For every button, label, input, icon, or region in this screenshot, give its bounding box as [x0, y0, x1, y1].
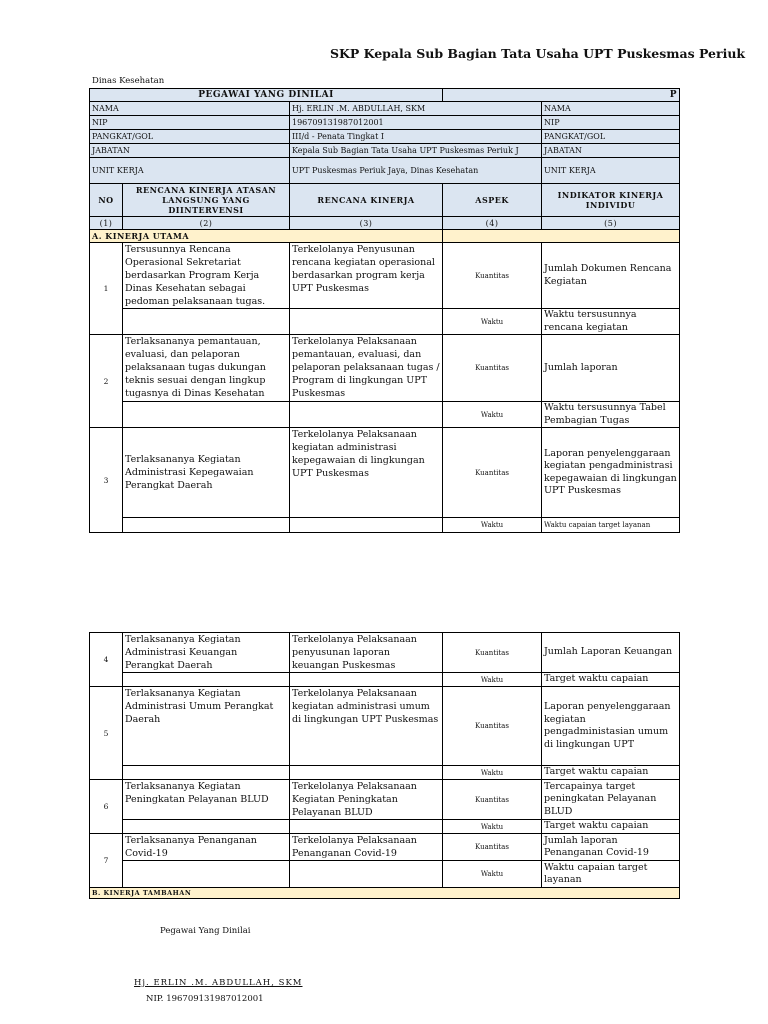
- row-number: 7: [90, 834, 123, 888]
- info-label-right-nama: NAMA: [542, 102, 680, 116]
- indikator-cell: Target waktu capaian: [542, 673, 680, 687]
- rencana-kinerja-cell: Terkelolanya Pelaksanaan kegiatan administrasi umum di lingkungan UPT Puskesmas: [290, 687, 443, 766]
- info-label-right-nip: NIP: [542, 116, 680, 130]
- rencana-kinerja-cell: Terkelolanya Pelaksanaan Penanganan Covid-19: [290, 834, 443, 861]
- table-row: [90, 335, 680, 402]
- aspek-cell: Kuantitas: [443, 428, 542, 518]
- table-row: [90, 687, 680, 766]
- rencana-kinerja-cell: Terkelolanya Pelaksanaan Kegiatan Peningkatan Pelayanan BLUD: [290, 780, 443, 820]
- info-value-jabatan: Kepala Sub Bagian Tata Usaha UPT Puskesmas Periuk J: [290, 144, 542, 158]
- aspek-cell: Waktu: [443, 309, 542, 335]
- rencana-kinerja-cell: Terkelolanya Penyusunan rencana kegiatan operasional berdasarkan program kerja UPT Puskesmas: [290, 243, 443, 309]
- info-label-pangkat: PANGKAT/GOL: [90, 130, 290, 144]
- aspek-cell: Waktu: [443, 518, 542, 533]
- aspek-cell: Kuantitas: [443, 633, 542, 673]
- signature-caption: Pegawai Yang Dinilai: [160, 926, 251, 936]
- aspek-cell: Kuantitas: [443, 834, 542, 861]
- indikator-cell: Target waktu capaian: [542, 766, 680, 780]
- aspek-cell: Kuantitas: [443, 687, 542, 766]
- info-label-jabatan: JABATAN: [90, 144, 290, 158]
- info-value-nip: 196709131987012001: [290, 116, 542, 130]
- table-row: [90, 780, 680, 820]
- rencana-atasan-cell: Terlaksananya Kegiatan Administrasi Kepegawaian Perangkat Daerah: [123, 428, 290, 518]
- rencana-atasan-cell: Terlaksananya Kegiatan Peningkatan Pelayanan BLUD: [123, 780, 290, 820]
- col-header-rencana-atasan: RENCANA KINERJA ATASAN LANGSUNG YANG DIINTERVENSI: [123, 184, 290, 217]
- aspek-cell: Waktu: [443, 402, 542, 428]
- aspek-cell: Waktu: [443, 766, 542, 780]
- col-number: (5): [542, 217, 680, 230]
- aspek-cell: Waktu: [443, 673, 542, 687]
- info-value-nama: Hj. ERLIN .M. ABDULLAH, SKM: [290, 102, 542, 116]
- col-number: (4): [443, 217, 542, 230]
- rencana-atasan-cell: Terlaksananya pemantauan, evaluasi, dan pelaporan pelaksanaan tugas dukungan teknis sesuai dengan lingkup tugasnya di Dinas Kesehatan: [123, 335, 290, 402]
- table-row: [90, 633, 680, 673]
- aspek-cell: Waktu: [443, 820, 542, 834]
- rencana-kinerja-cell: Terkelolanya Pelaksanaan pemantauan, evaluasi, dan pelaporan pelaksanaan tugas / Program di lingkungan UPT Puskesmas: [290, 335, 443, 402]
- skp-table-page1: [89, 88, 680, 533]
- col-header-no: NO: [90, 184, 123, 217]
- section-a-label: A. KINERJA UTAMA: [90, 230, 443, 243]
- col-header-aspek: ASPEK: [443, 184, 542, 217]
- info-label-right-jabatan: JABATAN: [542, 144, 680, 158]
- rencana-atasan-cell: Tersusunnya Rencana Operasional Sekretariat berdasarkan Program Kerja Dinas Kesehatan sebagai pedoman pelaksanaan tugas.: [123, 243, 290, 309]
- table-row: [90, 428, 680, 518]
- aspek-cell: Kuantitas: [443, 335, 542, 402]
- rencana-kinerja-cell: Terkelolanya Pelaksanaan kegiatan administrasi kepegawaian di lingkungan UPT Puskesmas: [290, 428, 443, 518]
- info-value-unit: UPT Puskesmas Periuk Jaya, Dinas Kesehatan: [290, 158, 542, 184]
- indikator-cell: Laporan penyelenggaraan kegiatan pengadministasian umum di lingkungan UPT: [542, 687, 680, 766]
- row-number: 3: [90, 428, 123, 533]
- skp-table-page2: [89, 632, 680, 899]
- aspek-cell: Waktu: [443, 861, 542, 888]
- table-row: [90, 834, 680, 861]
- info-label-right-unit: UNIT KERJA: [542, 158, 680, 184]
- info-label-right-pangkat: PANGKAT/GOL: [542, 130, 680, 144]
- aspek-cell: Kuantitas: [443, 780, 542, 820]
- row-number: 4: [90, 633, 123, 687]
- rencana-atasan-cell: Terlaksananya Kegiatan Administrasi Umum Perangkat Daerah: [123, 687, 290, 766]
- info-label-nama: NAMA: [90, 102, 290, 116]
- aspek-cell: Kuantitas: [443, 243, 542, 309]
- indikator-cell: Jumlah Laporan Keuangan: [542, 633, 680, 673]
- indikator-cell: Waktu capaian target layanan: [542, 861, 680, 888]
- signature-nip: NIP. 196709131987012001: [146, 994, 264, 1004]
- pegawai-header: PEGAWAI YANG DINILAI: [90, 89, 443, 102]
- col-header-rencana: RENCANA KINERJA: [290, 184, 443, 217]
- rencana-atasan-cell: Terlaksananya Kegiatan Administrasi Keuangan Perangkat Daerah: [123, 633, 290, 673]
- row-number: 1: [90, 243, 123, 335]
- row-number: 6: [90, 780, 123, 834]
- indikator-cell: Laporan penyelenggaraan kegiatan pengadministrasi kepegawaian di lingkungan UPT Puskesmas: [542, 428, 680, 518]
- info-label-nip: NIP: [90, 116, 290, 130]
- section-b-label: B. KINERJA TAMBAHAN: [90, 888, 680, 899]
- col-number: (3): [290, 217, 443, 230]
- indikator-cell: Waktu capaian target layanan: [542, 518, 680, 533]
- col-header-indikator: INDIKATOR KINERJA INDIVIDU: [542, 184, 680, 217]
- document-title: SKP Kepala Sub Bagian Tata Usaha UPT Puskesmas Periuk: [330, 46, 746, 61]
- info-value-pangkat: III/d - Penata Tingkat I: [290, 130, 542, 144]
- indikator-cell: Jumlah Dokumen Rencana Kegiatan: [542, 243, 680, 309]
- rencana-kinerja-cell: Terkelolanya Pelaksanaan penyusunan laporan keuangan Puskesmas: [290, 633, 443, 673]
- table-row: [90, 243, 680, 309]
- row-number: 5: [90, 687, 123, 780]
- row-number: 2: [90, 335, 123, 428]
- col-number: (2): [123, 217, 290, 230]
- info-label-unit: UNIT KERJA: [90, 158, 290, 184]
- indikator-cell: Jumlah laporan Penanganan Covid-19: [542, 834, 680, 861]
- indikator-cell: Waktu tersusunnya Tabel Pembagian Tugas: [542, 402, 680, 428]
- signature-name: Hj. ERLIN .M. ABDULLAH, SKM: [134, 978, 303, 988]
- rencana-atasan-cell: Terlaksananya Penanganan Covid-19: [123, 834, 290, 861]
- col-number: (1): [90, 217, 123, 230]
- indikator-cell: Waktu tersusunnya rencana kegiatan: [542, 309, 680, 335]
- pegawai-header-right: P: [443, 89, 680, 102]
- indikator-cell: Jumlah laporan: [542, 335, 680, 402]
- indikator-cell: Target waktu capaian: [542, 820, 680, 834]
- dinas-label: Dinas Kesehatan: [92, 76, 165, 86]
- indikator-cell: Tercapainya target peningkatan Pelayanan BLUD: [542, 780, 680, 820]
